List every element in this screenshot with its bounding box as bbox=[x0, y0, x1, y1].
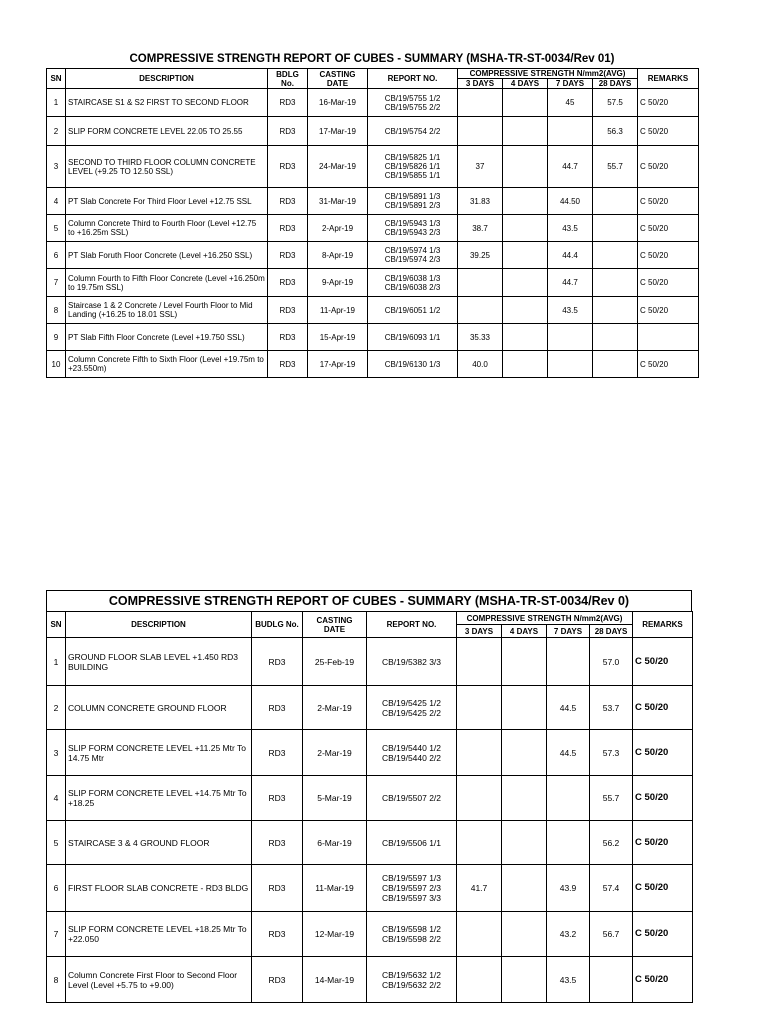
strength-7-days-cell: 44.50 bbox=[548, 188, 593, 215]
report-number: CB/19/5755 2/2 bbox=[384, 102, 441, 112]
description-cell: GROUND FLOOR SLAB LEVEL +1.450 RD3 BUILDING bbox=[66, 638, 252, 686]
header-casting-date: CASTING DATE bbox=[303, 612, 367, 638]
remarks-cell: C 50/20 bbox=[633, 957, 693, 1003]
strength-3-days-cell bbox=[457, 730, 502, 776]
strength-7-days-cell: 44.5 bbox=[547, 686, 590, 730]
report-no-cell bbox=[368, 146, 458, 188]
report-no-cell bbox=[368, 324, 458, 351]
strength-report-rev0 bbox=[46, 590, 692, 1003]
casting-date-cell: 8-Apr-19 bbox=[308, 242, 368, 269]
strength-7-days-cell: 44.5 bbox=[547, 730, 590, 776]
report-number: CB/19/5855 1/1 bbox=[384, 171, 441, 180]
strength-3-days-cell: 35.33 bbox=[458, 324, 503, 351]
remarks-cell: C 50/20 bbox=[638, 89, 699, 117]
table-row bbox=[47, 117, 699, 146]
strength-4-days-cell bbox=[503, 297, 548, 324]
building-cell: RD3 bbox=[252, 912, 303, 957]
strength-7-days-cell: 44.7 bbox=[548, 146, 593, 188]
remarks-cell: C 50/20 bbox=[633, 821, 693, 865]
building-cell: RD3 bbox=[252, 957, 303, 1003]
strength-4-days-cell bbox=[502, 865, 547, 912]
remarks-cell: C 50/20 bbox=[633, 686, 693, 730]
report-number: CB/19/5597 1/3 bbox=[381, 873, 442, 883]
sn-cell: 3 bbox=[47, 730, 66, 776]
strength-report-rev01 bbox=[46, 50, 698, 378]
report-number: CB/19/5507 2/2 bbox=[381, 793, 442, 803]
strength-7-days-cell bbox=[547, 821, 590, 865]
description-cell: Staircase 1 & 2 Concrete / Level Fourth Floor to Mid Landing (+16.25 to 18.01 SSL) bbox=[66, 297, 268, 324]
strength-7-days-cell bbox=[548, 351, 593, 378]
strength-4-days-cell bbox=[502, 776, 547, 821]
strength-3-days-cell bbox=[458, 89, 503, 117]
strength-3-days-cell: 39.25 bbox=[458, 242, 503, 269]
report-no-cell bbox=[368, 89, 458, 117]
building-cell: RD3 bbox=[252, 730, 303, 776]
casting-date-cell: 12-Mar-19 bbox=[303, 912, 367, 957]
report-number: CB/19/6038 2/3 bbox=[384, 282, 441, 292]
strength-7-days-cell: 43.5 bbox=[547, 957, 590, 1003]
sn-cell: 1 bbox=[47, 89, 66, 117]
report-number: CB/19/5597 2/3 bbox=[381, 883, 442, 893]
strength-4-days-cell bbox=[503, 269, 548, 297]
header-casting-date: CASTING DATE bbox=[308, 69, 368, 89]
header-report-no: REPORT NO. bbox=[368, 69, 458, 89]
building-cell: RD3 bbox=[268, 89, 308, 117]
remarks-cell: C 50/20 bbox=[633, 912, 693, 957]
table-row bbox=[47, 730, 693, 776]
report-number: CB/19/6038 1/3 bbox=[384, 273, 441, 283]
strength-7-days-cell: 43.2 bbox=[547, 912, 590, 957]
description-cell: Column Fourth to Fifth Floor Concrete (Level +16.250m to 19.75m SSL) bbox=[66, 269, 268, 297]
strength-3-days-cell bbox=[457, 821, 502, 865]
strength-3-days-cell bbox=[458, 117, 503, 146]
strength-28-days-cell: 53.7 bbox=[590, 686, 633, 730]
casting-date-cell: 2-Mar-19 bbox=[303, 686, 367, 730]
table-row bbox=[47, 912, 693, 957]
report-no-cell bbox=[368, 117, 458, 146]
report-number: CB/19/5440 1/2 bbox=[381, 742, 442, 753]
header-4-days: 4 DAYS bbox=[502, 625, 547, 638]
table-row bbox=[47, 957, 693, 1003]
report-number: CB/19/6051 1/2 bbox=[384, 305, 441, 315]
casting-date-cell: 17-Apr-19 bbox=[308, 351, 368, 378]
report-number: CB/19/5891 2/3 bbox=[384, 201, 441, 210]
remarks-cell: C 50/20 bbox=[638, 297, 699, 324]
header-7-days: 7 DAYS bbox=[548, 79, 593, 89]
strength-3-days-cell: 38.7 bbox=[458, 215, 503, 242]
report-no-cell bbox=[367, 730, 457, 776]
strength-28-days-cell bbox=[593, 351, 638, 378]
summary-table bbox=[46, 68, 699, 378]
header-description: DESCRIPTION bbox=[66, 612, 252, 638]
strength-7-days-cell: 43.5 bbox=[548, 297, 593, 324]
report-number: CB/19/5755 1/2 bbox=[384, 93, 441, 103]
strength-7-days-cell: 44.7 bbox=[548, 269, 593, 297]
strength-7-days-cell: 45 bbox=[548, 89, 593, 117]
remarks-cell bbox=[638, 324, 699, 351]
report-number: CB/19/6093 1/1 bbox=[384, 332, 441, 342]
strength-4-days-cell bbox=[502, 912, 547, 957]
strength-7-days-cell bbox=[547, 776, 590, 821]
strength-4-days-cell bbox=[503, 89, 548, 117]
header-sn: SN bbox=[47, 612, 66, 638]
description-cell: FIRST FLOOR SLAB CONCRETE - RD3 BLDG bbox=[66, 865, 252, 912]
remarks-cell: C 50/20 bbox=[633, 638, 693, 686]
header-remarks: REMARKS bbox=[633, 612, 693, 638]
report-no-cell bbox=[368, 269, 458, 297]
building-cell: RD3 bbox=[252, 638, 303, 686]
report-number: CB/19/5974 1/3 bbox=[384, 246, 441, 255]
strength-4-days-cell bbox=[503, 188, 548, 215]
building-cell: RD3 bbox=[268, 351, 308, 378]
strength-3-days-cell: 41.7 bbox=[457, 865, 502, 912]
description-cell: COLUMN CONCRETE GROUND FLOOR bbox=[66, 686, 252, 730]
casting-date-cell: 25-Feb-19 bbox=[303, 638, 367, 686]
strength-4-days-cell bbox=[503, 215, 548, 242]
report-no-cell bbox=[368, 188, 458, 215]
strength-28-days-cell bbox=[593, 215, 638, 242]
casting-date-cell: 11-Apr-19 bbox=[308, 297, 368, 324]
report-no-cell bbox=[367, 638, 457, 686]
strength-28-days-cell: 57.3 bbox=[590, 730, 633, 776]
building-cell: RD3 bbox=[252, 686, 303, 730]
description-cell: STAIRCASE S1 & S2 FIRST TO SECOND FLOOR bbox=[66, 89, 268, 117]
strength-7-days-cell: 43.5 bbox=[548, 215, 593, 242]
report-no-cell bbox=[368, 215, 458, 242]
strength-3-days-cell bbox=[458, 269, 503, 297]
strength-3-days-cell bbox=[457, 912, 502, 957]
table-row bbox=[47, 638, 693, 686]
header-3-days: 3 DAYS bbox=[457, 625, 502, 638]
table-row bbox=[47, 242, 699, 269]
report-number: CB/19/5425 2/2 bbox=[381, 707, 442, 718]
table-row bbox=[47, 269, 699, 297]
report-number: CB/19/5632 2/2 bbox=[381, 979, 442, 990]
header-bldg-no: BDLG No. bbox=[268, 69, 308, 89]
report-number: CB/19/5943 2/3 bbox=[384, 228, 441, 237]
sn-cell: 4 bbox=[47, 188, 66, 215]
report-no-cell bbox=[367, 686, 457, 730]
strength-4-days-cell bbox=[503, 117, 548, 146]
strength-4-days-cell bbox=[502, 730, 547, 776]
strength-28-days-cell bbox=[593, 269, 638, 297]
building-cell: RD3 bbox=[268, 146, 308, 188]
table-row bbox=[47, 188, 699, 215]
strength-28-days-cell: 55.7 bbox=[593, 146, 638, 188]
strength-3-days-cell bbox=[458, 297, 503, 324]
sn-cell: 7 bbox=[47, 269, 66, 297]
strength-28-days-cell: 57.5 bbox=[593, 89, 638, 117]
building-cell: RD3 bbox=[268, 324, 308, 351]
remarks-cell: C 50/20 bbox=[633, 730, 693, 776]
strength-4-days-cell bbox=[502, 957, 547, 1003]
report-no-cell bbox=[367, 821, 457, 865]
sn-cell: 5 bbox=[47, 821, 66, 865]
strength-4-days-cell bbox=[503, 324, 548, 351]
report-title: COMPRESSIVE STRENGTH REPORT OF CUBES - SUMMARY (MSHA-TR-ST-0034/Rev 01) bbox=[129, 53, 615, 65]
description-cell: Column Concrete Fifth to Sixth Floor (Level +19.75m to +23.550m) bbox=[66, 351, 268, 378]
description-cell: PT Slab Foruth Floor Concrete (Level +16.250 SSL) bbox=[66, 242, 268, 269]
casting-date-cell: 24-Mar-19 bbox=[308, 146, 368, 188]
report-number: CB/19/6130 1/3 bbox=[384, 359, 441, 369]
table-row bbox=[47, 776, 693, 821]
sn-cell: 8 bbox=[47, 297, 66, 324]
report-number: CB/19/5382 3/3 bbox=[381, 656, 442, 667]
sn-cell: 6 bbox=[47, 865, 66, 912]
strength-28-days-cell bbox=[593, 324, 638, 351]
description-cell: SLIP FORM CONCRETE LEVEL +11.25 Mtr To 14.75 Mtr bbox=[66, 730, 252, 776]
report-no-cell bbox=[368, 242, 458, 269]
report-title: COMPRESSIVE STRENGTH REPORT OF CUBES - SUMMARY (MSHA-TR-ST-0034/Rev 0) bbox=[46, 590, 692, 611]
header-7-days: 7 DAYS bbox=[547, 625, 590, 638]
building-cell: RD3 bbox=[268, 297, 308, 324]
building-cell: RD3 bbox=[252, 821, 303, 865]
header-bldg-no: BUDLG No. bbox=[252, 612, 303, 638]
building-cell: RD3 bbox=[252, 776, 303, 821]
casting-date-cell: 31-Mar-19 bbox=[308, 188, 368, 215]
remarks-cell: C 50/20 bbox=[638, 269, 699, 297]
strength-28-days-cell: 55.7 bbox=[590, 776, 633, 821]
header-4-days: 4 DAYS bbox=[503, 79, 548, 89]
strength-3-days-cell: 31.83 bbox=[458, 188, 503, 215]
sn-cell: 8 bbox=[47, 957, 66, 1003]
sn-cell: 4 bbox=[47, 776, 66, 821]
header-strength-group: COMPRESSIVE STRENGTH N/mm2(AVG) bbox=[457, 612, 633, 625]
strength-7-days-cell bbox=[548, 324, 593, 351]
strength-7-days-cell: 43.9 bbox=[547, 865, 590, 912]
header-sn: SN bbox=[47, 69, 66, 89]
remarks-cell: C 50/20 bbox=[638, 117, 699, 146]
building-cell: RD3 bbox=[268, 269, 308, 297]
report-number: CB/19/5598 2/2 bbox=[381, 934, 442, 944]
table-row bbox=[47, 865, 693, 912]
sn-cell: 6 bbox=[47, 242, 66, 269]
report-number: CB/19/5754 2/2 bbox=[384, 126, 441, 136]
report-no-cell bbox=[367, 865, 457, 912]
sn-cell: 2 bbox=[47, 117, 66, 146]
casting-date-cell: 17-Mar-19 bbox=[308, 117, 368, 146]
table-row bbox=[47, 686, 693, 730]
sn-cell: 10 bbox=[47, 351, 66, 378]
building-cell: RD3 bbox=[268, 242, 308, 269]
header-3-days: 3 DAYS bbox=[458, 79, 503, 89]
remarks-cell: C 50/20 bbox=[638, 146, 699, 188]
building-cell: RD3 bbox=[268, 117, 308, 146]
report-number: CB/19/5597 3/3 bbox=[381, 893, 442, 903]
casting-date-cell: 14-Mar-19 bbox=[303, 957, 367, 1003]
strength-4-days-cell bbox=[503, 146, 548, 188]
remarks-cell: C 50/20 bbox=[633, 776, 693, 821]
remarks-cell: C 50/20 bbox=[638, 242, 699, 269]
casting-date-cell: 16-Mar-19 bbox=[308, 89, 368, 117]
strength-3-days-cell: 37 bbox=[458, 146, 503, 188]
strength-4-days-cell bbox=[503, 351, 548, 378]
header-28-days: 28 DAYS bbox=[590, 625, 633, 638]
casting-date-cell: 6-Mar-19 bbox=[303, 821, 367, 865]
strength-28-days-cell bbox=[593, 242, 638, 269]
summary-table bbox=[46, 611, 693, 1003]
sn-cell: 2 bbox=[47, 686, 66, 730]
description-cell: PT Slab Fifth Floor Concrete (Level +19.750 SSL) bbox=[66, 324, 268, 351]
sn-cell: 5 bbox=[47, 215, 66, 242]
description-cell: Column Concrete First Floor to Second Floor Level (Level +5.75 to +9.00) bbox=[66, 957, 252, 1003]
casting-date-cell: 9-Apr-19 bbox=[308, 269, 368, 297]
report-number: CB/19/5974 2/3 bbox=[384, 255, 441, 264]
report-number: CB/19/5506 1/1 bbox=[381, 837, 442, 848]
strength-4-days-cell bbox=[502, 821, 547, 865]
strength-3-days-cell bbox=[457, 957, 502, 1003]
strength-28-days-cell bbox=[593, 188, 638, 215]
strength-3-days-cell bbox=[457, 686, 502, 730]
strength-3-days-cell: 40.0 bbox=[458, 351, 503, 378]
table-row bbox=[47, 89, 699, 117]
strength-28-days-cell: 56.7 bbox=[590, 912, 633, 957]
header-description: DESCRIPTION bbox=[66, 69, 268, 89]
strength-4-days-cell bbox=[502, 638, 547, 686]
strength-7-days-cell bbox=[547, 638, 590, 686]
table-row bbox=[47, 324, 699, 351]
description-cell: SLIP FORM CONCRETE LEVEL +18.25 Mtr To +22.050 bbox=[66, 912, 252, 957]
table-row bbox=[47, 215, 699, 242]
report-no-cell bbox=[367, 912, 457, 957]
strength-28-days-cell: 57.0 bbox=[590, 638, 633, 686]
report-number: CB/19/5598 1/2 bbox=[381, 924, 442, 934]
report-number: CB/19/5826 1/1 bbox=[384, 162, 441, 171]
building-cell: RD3 bbox=[268, 215, 308, 242]
description-cell: SLIP FORM CONCRETE LEVEL 22.05 TO 25.55 bbox=[66, 117, 268, 146]
table-row bbox=[47, 146, 699, 188]
table-body bbox=[47, 638, 693, 1003]
description-cell: STAIRCASE 3 & 4 GROUND FLOOR bbox=[66, 821, 252, 865]
table-row bbox=[47, 297, 699, 324]
casting-date-cell: 15-Apr-19 bbox=[308, 324, 368, 351]
header-report-no: REPORT NO. bbox=[367, 612, 457, 638]
casting-date-cell: 2-Mar-19 bbox=[303, 730, 367, 776]
remarks-cell: C 50/20 bbox=[638, 215, 699, 242]
strength-28-days-cell: 56.3 bbox=[593, 117, 638, 146]
remarks-cell: C 50/20 bbox=[633, 865, 693, 912]
table-row bbox=[47, 821, 693, 865]
strength-3-days-cell bbox=[457, 776, 502, 821]
casting-date-cell: 2-Apr-19 bbox=[308, 215, 368, 242]
remarks-cell: C 50/20 bbox=[638, 351, 699, 378]
report-number: CB/19/5425 1/2 bbox=[381, 697, 442, 708]
building-cell: RD3 bbox=[252, 865, 303, 912]
sn-cell: 9 bbox=[47, 324, 66, 351]
report-no-cell bbox=[368, 351, 458, 378]
casting-date-cell: 5-Mar-19 bbox=[303, 776, 367, 821]
strength-28-days-cell: 56.2 bbox=[590, 821, 633, 865]
sn-cell: 7 bbox=[47, 912, 66, 957]
report-number: CB/19/5943 1/3 bbox=[384, 219, 441, 228]
table-body bbox=[47, 89, 699, 378]
description-cell: Column Concrete Third to Fourth Floor (Level +12.75 to +16.25m SSL) bbox=[66, 215, 268, 242]
report-no-cell bbox=[367, 957, 457, 1003]
strength-28-days-cell bbox=[590, 957, 633, 1003]
strength-3-days-cell bbox=[457, 638, 502, 686]
header-remarks: REMARKS bbox=[638, 69, 699, 89]
report-no-cell bbox=[367, 776, 457, 821]
strength-7-days-cell: 44.4 bbox=[548, 242, 593, 269]
report-number: CB/19/5440 2/2 bbox=[381, 752, 442, 763]
sn-cell: 3 bbox=[47, 146, 66, 188]
report-no-cell bbox=[368, 297, 458, 324]
header-28-days: 28 DAYS bbox=[593, 79, 638, 89]
strength-4-days-cell bbox=[502, 686, 547, 730]
remarks-cell: C 50/20 bbox=[638, 188, 699, 215]
description-cell: SECOND TO THIRD FLOOR COLUMN CONCRETE LEVEL (+9.25 TO 12.50 SSL) bbox=[66, 146, 268, 188]
report-number: CB/19/5891 1/3 bbox=[384, 192, 441, 201]
casting-date-cell: 11-Mar-19 bbox=[303, 865, 367, 912]
strength-28-days-cell bbox=[593, 297, 638, 324]
description-cell: SLIP FORM CONCRETE LEVEL +14.75 Mtr To +18.25 bbox=[66, 776, 252, 821]
description-cell: PT Slab Concrete For Third Floor Level +12.75 SSL bbox=[66, 188, 268, 215]
sn-cell: 1 bbox=[47, 638, 66, 686]
report-number: CB/19/5825 1/1 bbox=[384, 153, 441, 162]
strength-4-days-cell bbox=[503, 242, 548, 269]
strength-7-days-cell bbox=[548, 117, 593, 146]
report-number: CB/19/5632 1/2 bbox=[381, 969, 442, 980]
strength-28-days-cell: 57.4 bbox=[590, 865, 633, 912]
table-row bbox=[47, 351, 699, 378]
header-strength-group: COMPRESSIVE STRENGTH N/mm2(AVG) bbox=[458, 69, 638, 79]
building-cell: RD3 bbox=[268, 188, 308, 215]
